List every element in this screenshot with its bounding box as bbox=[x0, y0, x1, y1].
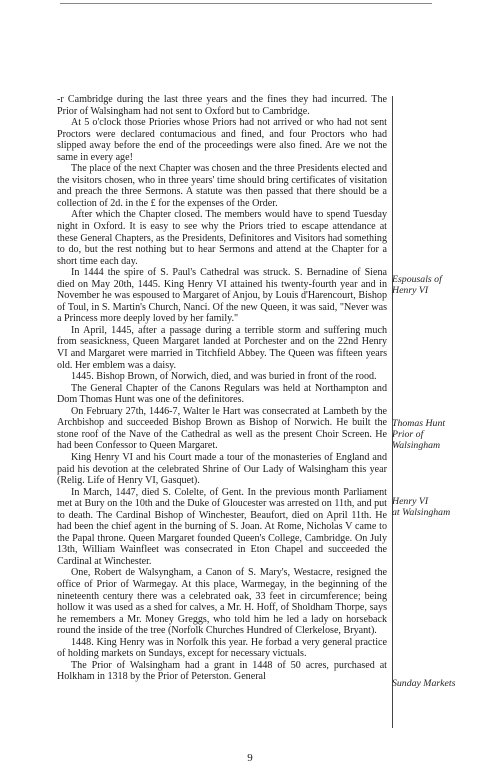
paragraph: The General Chapter of the Canons Regulars was held at Northampton and Dom Thomas Hunt was one of the definitores. bbox=[57, 382, 387, 406]
paragraph: The Prior of Walsingham had a grant in 1448 of 50 acres, purchased at Holkham in 1318 by the Prior of Peterston. General bbox=[57, 659, 387, 683]
paragraph: After which the Chapter closed. The members would have to spend Tuesday night in Oxford. It is easy to see why the Priors tried to escape attendance at these General Chapters, as the Presidents, Definitores and Visitors had something to do, but the rest nothing but to hear Sermons and attend at the Chapter for a short time each day. bbox=[57, 209, 387, 267]
margin-note-thomas-hunt bbox=[390, 418, 500, 451]
body-text bbox=[57, 94, 387, 683]
paragraph: In 1444 the spire of S. Paul's Cathedral was struck. S. Bernadine of Siena died on May 20th, 1445. King Henry VI attained his twenty-fourth year and in November he was espoused to Margaret of Anjou, by Louis d'Harencourt, Bishop of Toul, in S. Martin's Church, Nanci. Of the new Queen, it was said, "Never was a Princess more deeply loved by her family." bbox=[57, 267, 387, 325]
paragraph: On February 27th, 1446-7, Walter le Hart was consecrated at Lambeth by the Archbishop and succeeded Bishop Brown as Bishop of Norwich. He built the stone roof of the Nave of the Cathedral as well as the present Choir Screen. He had been Confessor to Queen Margaret. bbox=[57, 405, 387, 452]
paragraph: King Henry VI and his Court made a tour of the monasteries of England and paid his devotion at the celebrated Shrine of Our Lady of Walsingham this year (Relig. Life of Henry VI, Gasquet). bbox=[57, 451, 387, 487]
paragraph: In March, 1447, died S. Colelte, of Gent. In the previous month Parliament met at Bury on the 10th and the Duke of Gloucester was arrested on 11th, and put to death. The Cardinal Bishop of Winchester, Beaufort, died on April 11th. He had been the chief agent in the burning of S. Joan. At Rome, Nicholas V came to the Papal throne. Queen Margaret founded Queen's College, Cambridge. On July 13th, William Wainfleet was consecrated in Eton Chapel and succeeded the Cardinal at Winchester. bbox=[57, 486, 387, 567]
margin-note-line: Walsingham bbox=[392, 440, 441, 451]
margin-note-line: Prior of bbox=[392, 429, 424, 440]
margin-note-henry-walsingham bbox=[390, 496, 500, 518]
paragraph: The place of the next Chapter was chosen and the three Presidents elected and the visitors chosen, who in three years' time should bring certificates of visitation and preach the three Sermons. A statute was then passed that there should be a collection of 2d. in the £ for the expenses of the Order. bbox=[57, 163, 387, 209]
margin-note-espousals bbox=[390, 274, 500, 296]
paragraph: -r Cambridge during the last three years and the fines they had incurred. The Prior of Walsingham had not sent to Oxford but to Cambridge. bbox=[57, 94, 387, 117]
paragraph: 1445. Bishop Brown, of Norwich, died, and was buried in front of the rood. bbox=[71, 371, 377, 383]
paragraph: One, Robert de Walsyngham, a Canon of S. Mary's, Westacre, resigned the office of Prior of Warmegay. At this place, Warmegay, in the beginning of the nineteenth century there was a celebrated oak, 33 feet in circumference; being hollow it was used as a shed for calves, a Mr. H. Hoff, of Sholdham Thorpe, says he remembers a Mr. Money Greggs, who told him he led a lady on horseback round the inside of the tree (Norfolk Churches Hundred of Clerkelose, Bryant). bbox=[57, 567, 387, 637]
margin-note-line: Thomas Hunt bbox=[392, 418, 446, 429]
margin-note-line: Henry VI bbox=[392, 496, 429, 507]
top-rule bbox=[60, 3, 432, 4]
margin-note-line: Sunday Markets bbox=[392, 678, 456, 689]
margin-note-line: Henry VI bbox=[392, 285, 429, 296]
page-number: 9 bbox=[247, 752, 253, 764]
margin-rule bbox=[392, 96, 393, 728]
paragraph: In April, 1445, after a passage during a terrible storm and suffering much from seasickness, Queen Margaret landed at Porchester and on the 22nd Henry VI and Margaret were married in Titchfield Abbey. The Queen was fifteen years old. Her emblem was a daisy. bbox=[57, 324, 387, 371]
paragraph: 1448. King Henry was in Norfolk this year. He forbad a very general practice of holding markets on Sundays, except for necessary victuals. bbox=[57, 636, 387, 660]
margin-note-line: at Walsingham bbox=[392, 507, 451, 518]
margin-note-line: Espousals of bbox=[392, 274, 442, 285]
margin-note-sunday-markets bbox=[390, 678, 500, 689]
paragraph: At 5 o'clock those Priories whose Priors had not arrived or who had not sent Proctors were declared contumacious and fined, and four Proctors who had slipped away before the end of the proceedings were also fined. Are we not the same in every age! bbox=[57, 117, 387, 163]
